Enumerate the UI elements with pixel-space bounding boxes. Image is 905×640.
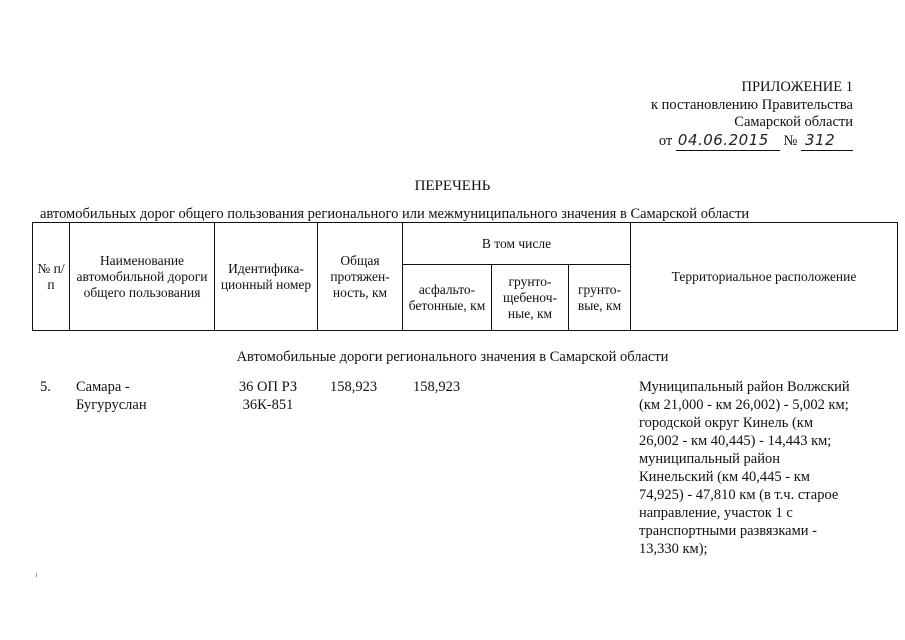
road-id-line: 36К-851 — [242, 397, 294, 413]
appendix-region-line: Самарской области — [734, 114, 853, 130]
date-field — [676, 132, 780, 152]
location-line: 26,002 - км 40,445) - 14,443 км; — [639, 433, 832, 449]
location-line: Кинельский (км 40,445 - км — [639, 469, 810, 485]
header-gravel: грунто-щебеноч-ные, км — [492, 265, 569, 331]
appendix-block — [651, 79, 853, 151]
asphalt-length: 158,923 — [413, 379, 461, 395]
total-length: 158,923 — [330, 379, 378, 395]
number-label: № — [783, 132, 798, 149]
header-asphalt: асфальто-бетонные, км — [403, 265, 492, 331]
handwritten-date: 04.06.2015 — [677, 130, 769, 149]
scan-speck — [36, 573, 37, 577]
appendix-decree-line: к постановлению Правительства — [651, 96, 853, 113]
header-num: № п/п — [33, 223, 70, 331]
location-line: (км 21,000 - км 26,002) - 5,002 км; — [639, 397, 849, 413]
from-label: от — [658, 132, 673, 149]
location-line: 74,925) - 47,810 км (в т.ч. старое — [639, 487, 839, 503]
table-header — [32, 222, 898, 331]
header-total: Общая протяжен-ность, км — [318, 223, 403, 331]
header-including: В том числе — [403, 223, 631, 265]
document-title: ПЕРЕЧЕНЬ — [414, 178, 491, 194]
document-subtitle: автомобильных дорог общего пользования регионального или межмуниципального значения в Самарской области — [40, 206, 750, 222]
header-name: Наименование автомобильной дороги общего пользования — [70, 223, 215, 331]
location-line: транспортными развязками - — [639, 523, 817, 539]
road-name — [76, 378, 147, 414]
location-line: городской округ Кинель (км — [639, 415, 813, 431]
section-title: Автомобильные дороги регионального значения в Самарской области — [236, 349, 669, 365]
location-line: Муниципальный район Волжский — [639, 379, 850, 395]
road-id — [222, 378, 314, 414]
header-dirt: грунто-вые, км — [569, 265, 631, 331]
row-number: 5. — [40, 379, 51, 395]
road-name-line: Самара - — [76, 379, 130, 395]
appendix-title: ПРИЛОЖЕНИЕ 1 — [741, 79, 853, 95]
location-line: муниципальный район — [639, 451, 780, 467]
location-line: 13,330 км); — [639, 541, 708, 557]
handwritten-number: 312 — [805, 130, 836, 149]
location-line: направление, участок 1 с — [639, 505, 793, 521]
territorial-location — [639, 378, 869, 558]
road-name-line: Бугуруслан — [76, 397, 147, 413]
road-id-line: 36 ОП РЗ — [238, 379, 298, 395]
header-location: Территориальное расположение — [631, 223, 898, 331]
appendix-date-number-line — [651, 132, 853, 152]
header-id: Идентифика-ционный номер — [215, 223, 318, 331]
number-field — [801, 132, 853, 152]
